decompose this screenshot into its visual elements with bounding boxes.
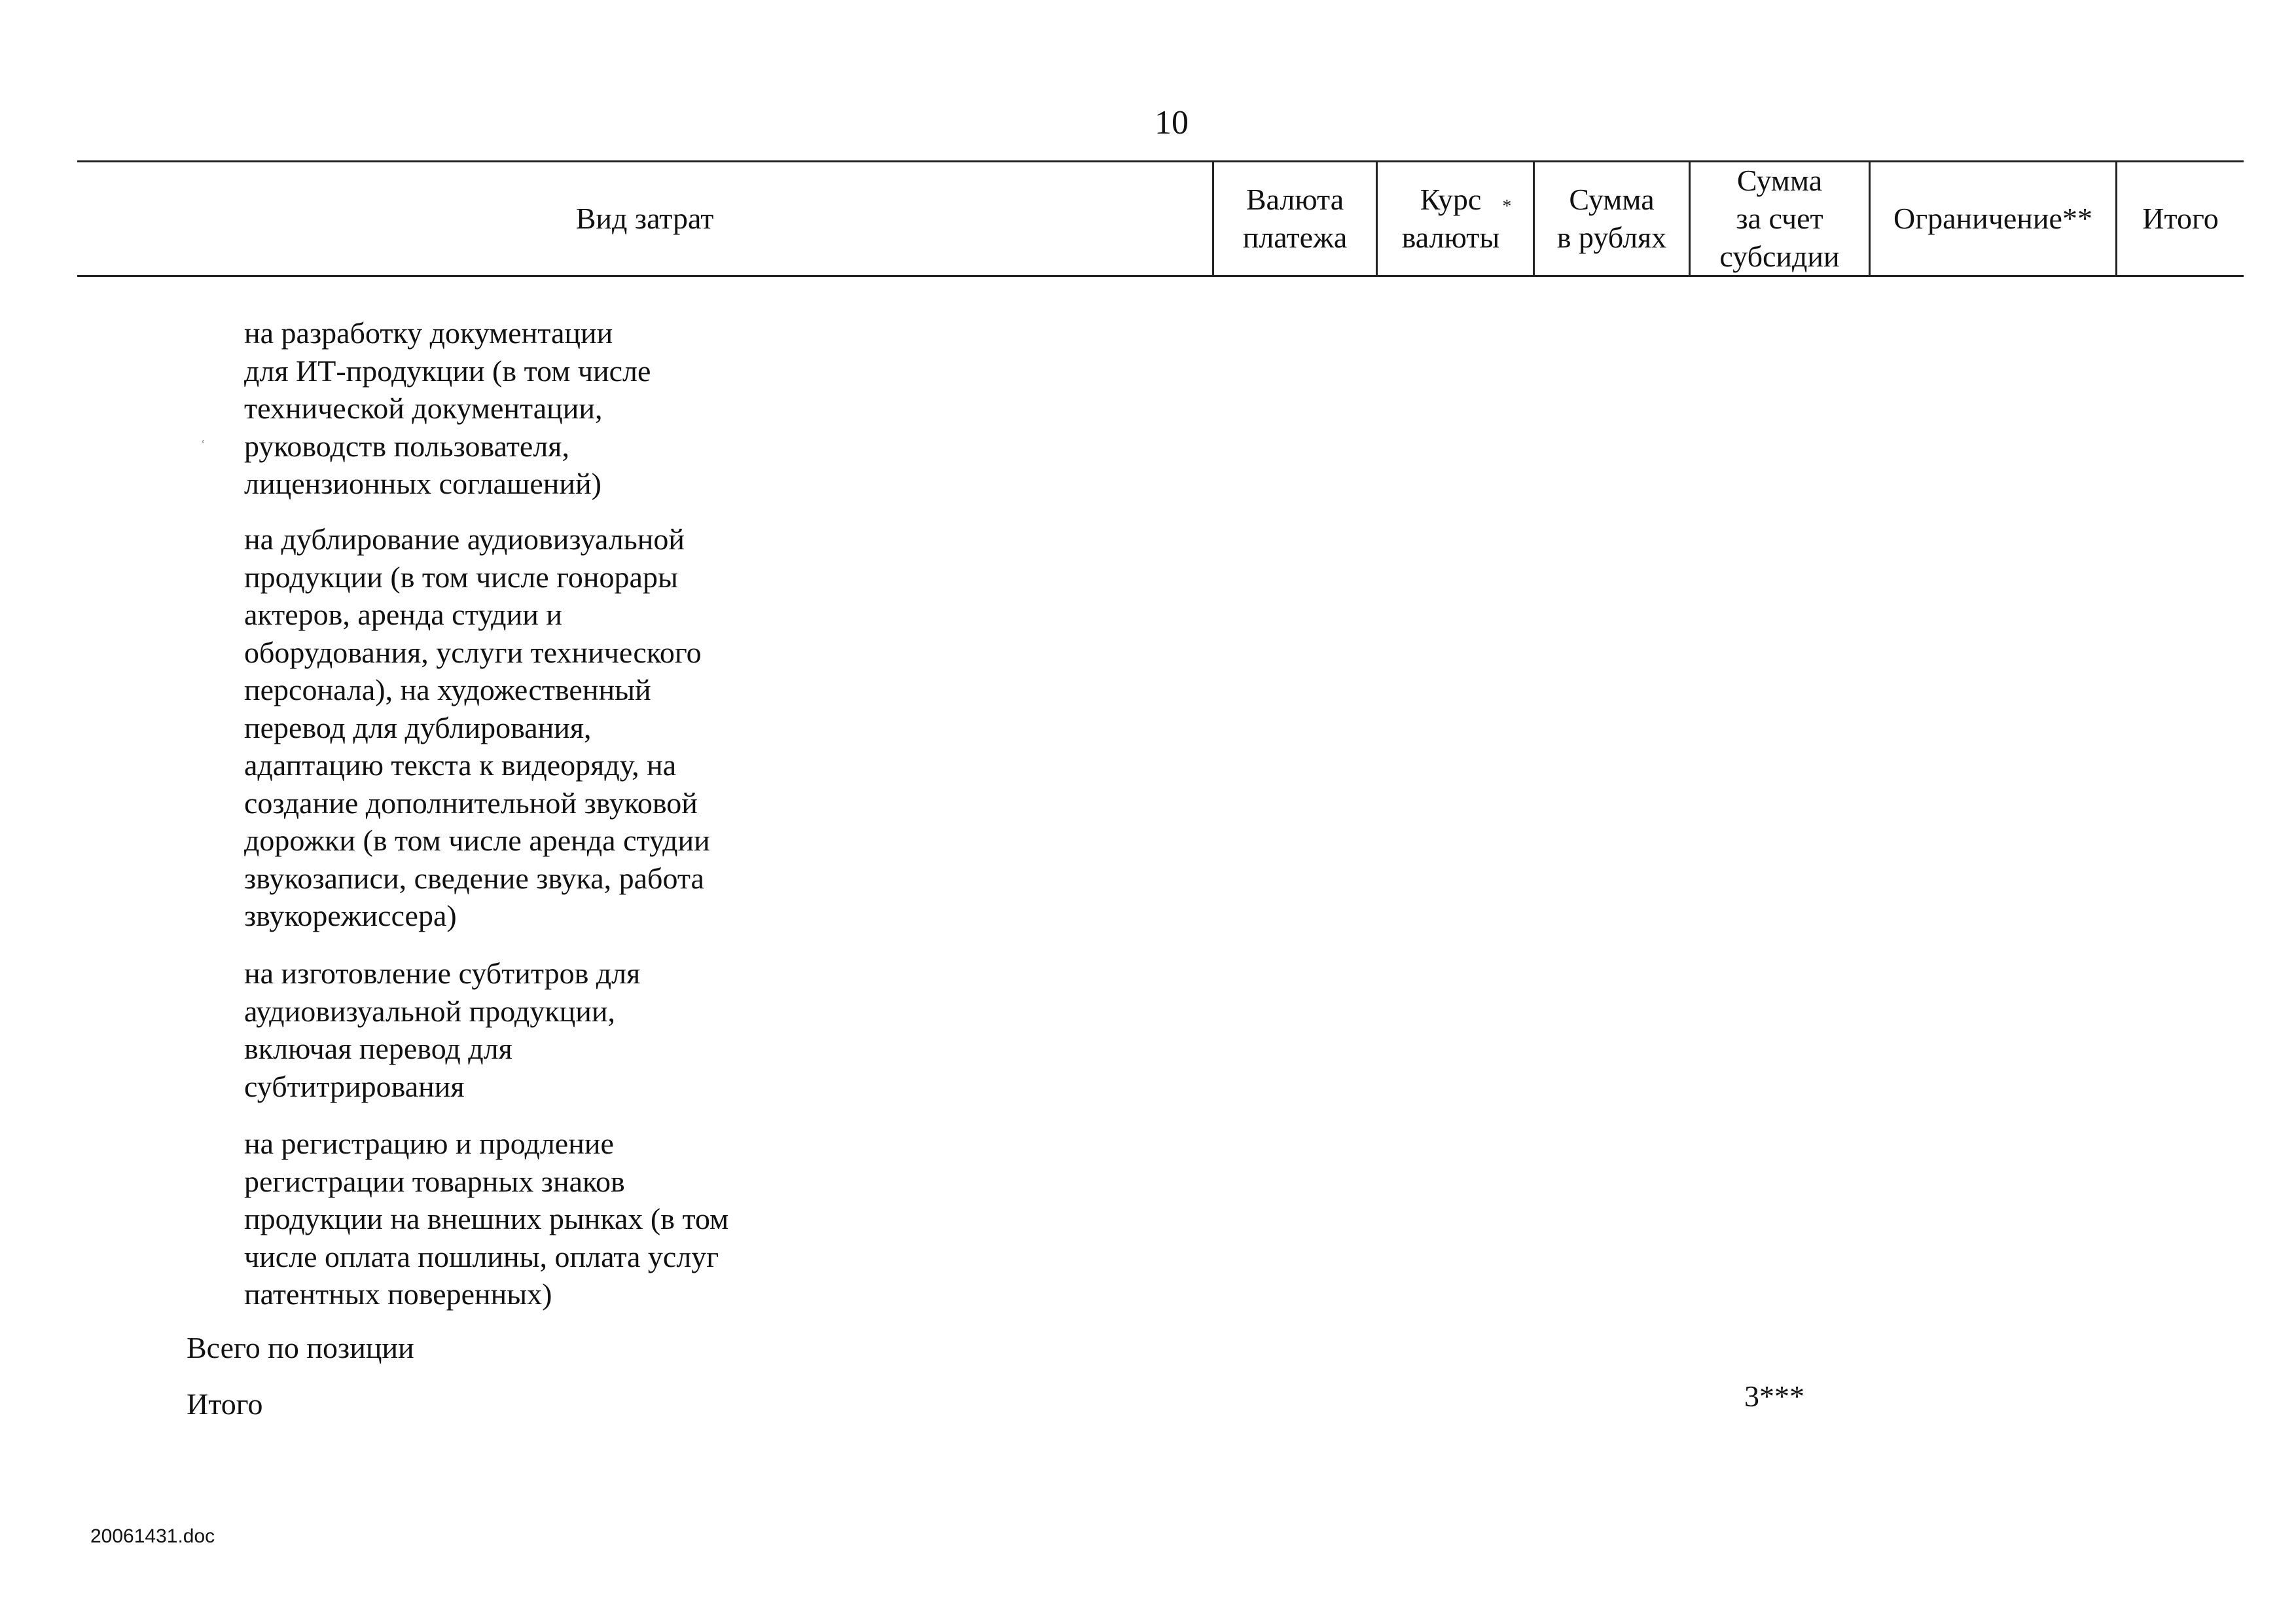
header-limitation: Ограничение** (1893, 202, 2092, 235)
table-header-bottom-border (77, 275, 2244, 277)
page-number: 10 (1155, 104, 1189, 141)
header-amount-rubles: Сумма в рублях (1556, 183, 1667, 254)
cost-item: на регистрацию и продление регистрации товарных знаков продукции на внешних рынках (в том числе оплата пошлины, оплата услуг патентных поверенных) (244, 1127, 729, 1311)
cost-item: на разработку документации для ИТ-продукции (в том числе технической документации, руководств пользователя, лицензионных соглашений) (244, 316, 651, 500)
cost-item: на изготовление субтитров для аудиовизуальной продукции, включая перевод для субтитрирования (244, 957, 641, 1103)
header-cost-type: Вид затрат (575, 202, 714, 235)
document-filename: 20061431.doc (90, 1525, 215, 1547)
header-exchange-rate: Курс валюты * (1401, 183, 1512, 254)
header-payment-currency: Валюта платежа (1242, 183, 1348, 254)
footnote-asterisk: * (1502, 196, 1512, 217)
cost-item: на дублирование аудиовизуальной продукции (в том числе гонорары актеров, аренда студии и оборудования, услуги технического персонала), на художественный перевод для дублирования, адаптацию текста к видеоряду, на создание дополнительной звуковой дорожки (в том числе аренда студии звукозаписи, сведение звука, работа звукорежиссера) (244, 522, 710, 932)
mark-glyph: ʿ (200, 437, 206, 456)
total-value: 3*** (1744, 1379, 1804, 1413)
header-subsidy-amount: Сумма за счет субсидии (1719, 164, 1840, 273)
subtotal-label: Всего по позиции (187, 1331, 414, 1364)
header-total: Итого (2142, 202, 2219, 235)
total-label: Итого (187, 1387, 263, 1421)
